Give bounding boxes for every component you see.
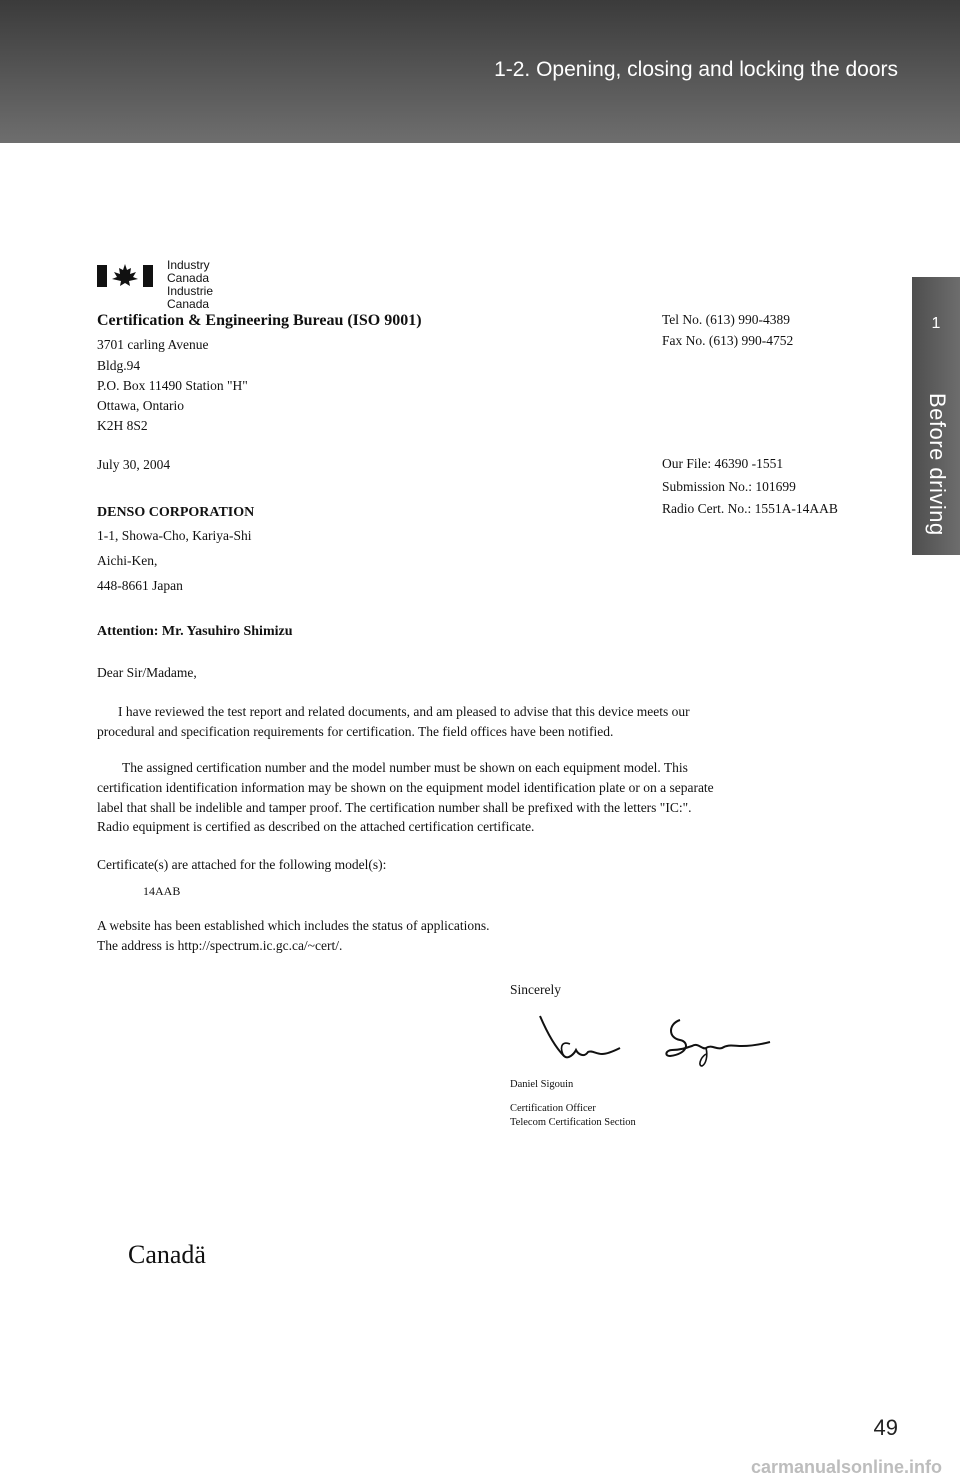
recipient-line: 1-1, Showa-Cho, Kariya-Shi <box>97 528 252 543</box>
logo-french <box>167 285 213 311</box>
address-line: Bldg.94 <box>97 358 141 373</box>
website-line: The address is http://spectrum.ic.gc.ca/~cert/. <box>97 938 343 953</box>
attention-line: Attention: Mr. Yasuhiro Shimizu <box>97 624 293 639</box>
page-number: 49 <box>873 1415 898 1440</box>
file-info-line: Submission No.: 101699 <box>662 479 796 494</box>
letter-heading: Certification & Engineering Bureau (ISO 9001) <box>97 312 422 329</box>
address-line: K2H 8S2 <box>97 418 148 433</box>
signer-title: Certification Officer <box>510 1103 596 1114</box>
chapter-number: 1 <box>931 315 941 332</box>
canada-wordmark: Canadä <box>128 1240 206 1269</box>
certificates-line: Certificate(s) are attached for the following model(s): <box>97 857 387 872</box>
site-watermark: carmanualsonline.info <box>750 1457 942 1477</box>
paragraph-line: Radio equipment is certified as described on the attached certification certificate. <box>97 819 535 834</box>
chapter-label: Before driving <box>925 393 950 536</box>
maple-leaf-icon <box>110 263 140 289</box>
signer-name: Daniel Sigouin <box>510 1079 574 1090</box>
signer-section: Telecom Certification Section <box>510 1117 636 1128</box>
recipient-line: Aichi-Ken, <box>97 553 158 568</box>
section-title: 1-2. Opening, closing and locking the doors <box>494 58 898 81</box>
paragraph-line: I have reviewed the test report and related documents, and am pleased to advise that this device meets our <box>118 704 690 719</box>
model-number: 14AAB <box>143 884 181 898</box>
recipient-company: DENSO CORPORATION <box>97 505 255 520</box>
logo-en-line2: Canada <box>167 271 210 285</box>
file-info-line: Radio Cert. No.: 1551A-14AAB <box>662 501 838 516</box>
paragraph-line: The assigned certification number and the model number must be shown on each equipment model. This <box>122 760 688 775</box>
closing: Sincerely <box>510 982 561 997</box>
logo-fr-line1: Industrie <box>167 284 214 298</box>
logo-fr-line2: Canada <box>167 297 210 311</box>
flag-bar-left <box>97 265 107 287</box>
fax-number: Fax No. (613) 990-4752 <box>662 333 794 348</box>
address-line: 3701 carling Avenue <box>97 337 209 352</box>
letter-date: July 30, 2004 <box>97 457 171 472</box>
file-info-line: Our File: 46390 -1551 <box>662 456 784 471</box>
salutation: Dear Sir/Madame, <box>97 665 197 680</box>
tel-number: Tel No. (613) 990-4389 <box>662 312 791 327</box>
recipient-line: 448-8661 Japan <box>97 578 183 593</box>
paragraph-line: procedural and specification requirements for certification. The field offices have been notified. <box>97 724 614 739</box>
logo-wordmark <box>167 259 229 311</box>
logo-english <box>167 259 210 285</box>
paragraph-line: label that shall be indelible and tamper proof. The certification number shall be prefixed with the letters "IC:". <box>97 800 692 815</box>
paragraph-line: certification identification information may be shown on the equipment model identification plate or on a separate <box>97 780 714 795</box>
website-line: A website has been established which includes the status of applications. <box>97 918 490 933</box>
address-line: P.O. Box 11490 Station "H" <box>97 378 248 393</box>
signature-image <box>530 1010 790 1070</box>
logo-en-line1: Industry <box>167 258 210 272</box>
flag-bar-right <box>143 265 153 287</box>
address-line: Ottawa, Ontario <box>97 398 184 413</box>
